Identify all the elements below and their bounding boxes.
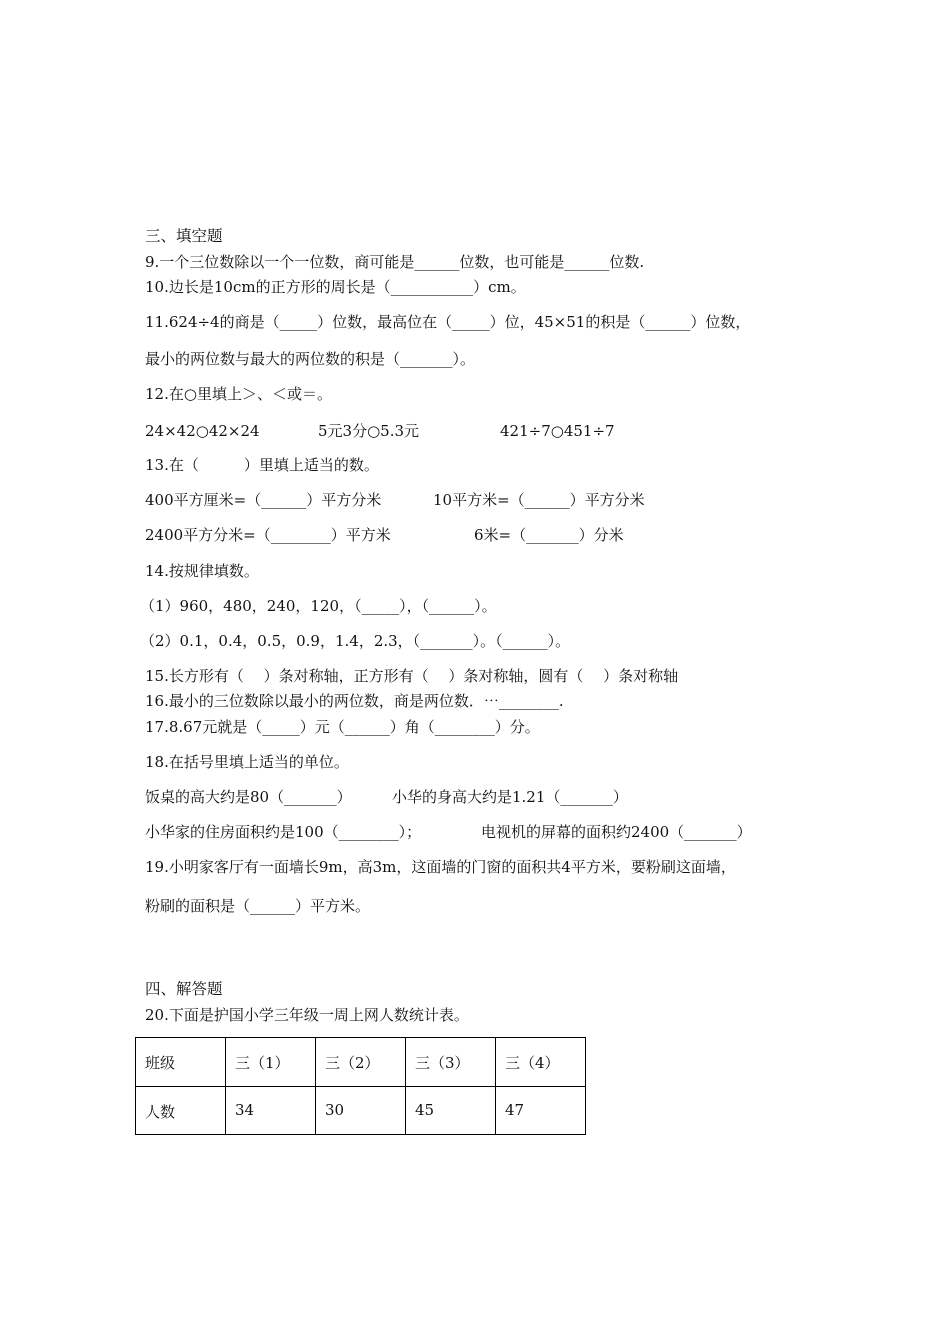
question-13-a1: 400平方厘米=（______）平方分米 xyxy=(145,491,382,509)
question-14-2: （2）0.1，0.4，0.5，0.9，1.4，2.3，（_______）。（______）。 xyxy=(140,632,571,650)
question-9: 9.一个三位数除以一个一位数，商可能是______位数，也可能是______位数. xyxy=(145,253,645,271)
question-12: 12.在○里填上＞、＜或＝。 xyxy=(145,385,332,403)
question-18-a2: 小华的身高大约是1.21（_______） xyxy=(392,788,628,806)
table-cell: 30 xyxy=(316,1087,406,1135)
table-cell: 人数 xyxy=(136,1087,226,1135)
table-row xyxy=(136,1087,586,1135)
table-cell: 三（2） xyxy=(316,1038,406,1087)
question-17: 17.8.67元就是（_____）元（______）角（________）分。 xyxy=(145,718,540,736)
question-10: 10.边长是10cm的正方形的周长是（___________）cm。 xyxy=(145,278,526,296)
question-11-line-1: 11.624÷4的商是（_____）位数，最高位在（_____）位，45×51的积是（______）位数， xyxy=(145,313,751,331)
question-18-b2: 电视机的屏幕的面积约2400（_______） xyxy=(481,823,752,841)
statistics-table xyxy=(135,1037,586,1135)
table-cell: 45 xyxy=(406,1087,496,1135)
question-16: 16.最小的三位数除以最小的两位数，商是两位数．⋯________. xyxy=(145,692,564,710)
question-14: 14.按规律填数。 xyxy=(145,562,259,580)
question-12-item-1: 24×42○42×24 xyxy=(145,422,260,440)
question-19-line-1: 19.小明家客厅有一面墙长9m，高3m，这面墙的门窗的面积共4平方米，要粉刷这面墙， xyxy=(145,858,736,876)
question-13-a2: 10平方米=（______）平方分米 xyxy=(433,491,645,509)
question-18-a1: 饭桌的高大约是80（_______） xyxy=(145,788,352,806)
question-13: 13.在（ ）里填上适当的数。 xyxy=(145,456,379,474)
table-cell: 班级 xyxy=(136,1038,226,1087)
question-20: 20.下面是护国小学三年级一周上网人数统计表。 xyxy=(145,1006,469,1024)
table-cell: 47 xyxy=(496,1087,586,1135)
table-cell: 三（4） xyxy=(496,1038,586,1087)
question-15: 15.长方形有（ ）条对称轴，正方形有（ ）条对称轴，圆有（ ）条对称轴 xyxy=(145,667,679,685)
table-header-row xyxy=(136,1038,586,1087)
table-cell: 34 xyxy=(226,1087,316,1135)
table-cell: 三（3） xyxy=(406,1038,496,1087)
section-3-title: 三、填空题 xyxy=(145,227,223,245)
question-12-item-3: 421÷7○451÷7 xyxy=(500,422,615,440)
question-14-1: （1）960，480，240，120，（_____），（______）。 xyxy=(140,597,497,615)
question-18: 18.在括号里填上适当的单位。 xyxy=(145,753,349,771)
table-cell: 三（1） xyxy=(226,1038,316,1087)
question-18-b1: 小华家的住房面积约是100（________）； xyxy=(145,823,422,841)
question-13-b2: 6米=（_______）分米 xyxy=(474,526,624,544)
question-13-b1: 2400平方分米=（________）平方米 xyxy=(145,526,391,544)
section-4-title: 四、解答题 xyxy=(145,980,223,998)
question-11-line-2: 最小的两位数与最大的两位数的积是（_______）。 xyxy=(145,350,476,368)
question-12-item-2: 5元3分○5.3元 xyxy=(318,422,420,440)
question-19-line-2: 粉刷的面积是（______）平方米。 xyxy=(145,897,371,915)
